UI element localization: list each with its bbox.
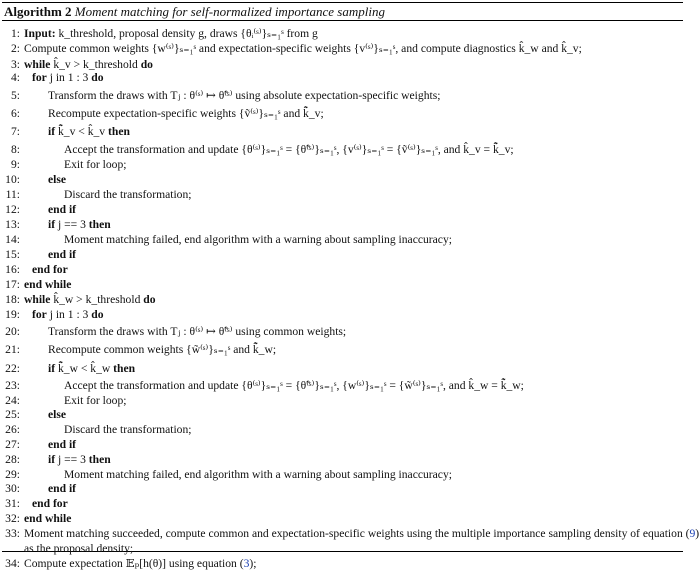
line-number: 25:	[5, 408, 20, 422]
line-text: Transform the draws with Tⱼ : θ⁽ˢ⁾ ↦ θ̃⁽ˢ⁾ using common weights;	[48, 324, 347, 338]
algorithm-line	[2, 89, 440, 103]
line-number: 11:	[5, 187, 20, 201]
keyword: then	[88, 217, 111, 231]
line-text: k_threshold, proposal density g, draws {θᵢ⁽ˢ⁾}ₛ₌₁ˢ from g	[55, 26, 318, 40]
keyword: for	[32, 71, 47, 85]
line-text: Recompute expectation-specific weights {ṽ⁽ˢ⁾}ₛ₌₁ˢ and k̃̂_v;	[48, 107, 324, 121]
line-text: )	[695, 527, 699, 541]
line-body	[48, 325, 346, 338]
line-number: 2:	[10, 42, 20, 56]
keyword: do	[143, 292, 156, 306]
line-body	[64, 188, 192, 201]
line-number: 26:	[5, 422, 20, 436]
line-body	[24, 27, 318, 40]
line-body	[48, 173, 66, 186]
line-number: 5:	[10, 88, 20, 102]
line-body	[32, 71, 104, 84]
algorithm-line	[2, 143, 514, 157]
line-text: k̃̂_w < k̂_w	[55, 361, 114, 375]
line-text: k̂_w > k_threshold	[50, 292, 144, 306]
line-body	[48, 362, 135, 375]
line-number: 13:	[5, 217, 20, 231]
algorithm-line	[2, 438, 76, 452]
line-body	[64, 143, 514, 156]
algorithm-line	[2, 497, 68, 511]
algorithm-line	[2, 325, 346, 339]
line-number: 21:	[5, 343, 20, 357]
line-number: 18:	[5, 292, 20, 306]
line-number: 3:	[10, 57, 20, 71]
line-body	[24, 278, 71, 291]
keyword: if	[48, 125, 56, 139]
line-body	[48, 438, 76, 451]
algorithm-line	[2, 218, 111, 232]
keyword: do	[91, 71, 104, 85]
line-number: 1:	[10, 26, 20, 40]
line-text: j == 3	[55, 453, 89, 467]
line-body	[64, 233, 452, 246]
line-body	[48, 343, 276, 356]
line-body	[48, 218, 111, 231]
line-body	[24, 293, 156, 306]
algorithm-header	[2, 3, 683, 21]
algorithm-line	[2, 423, 192, 437]
line-number: 14:	[5, 233, 20, 247]
line-body	[24, 512, 71, 525]
algorithm-line	[2, 468, 452, 482]
keyword: end if	[48, 482, 77, 496]
keyword: Input:	[24, 26, 56, 40]
equation-reference: 9	[689, 527, 696, 541]
algorithm-line	[2, 557, 257, 571]
line-number: 30:	[5, 482, 20, 496]
keyword: end for	[32, 496, 68, 510]
algorithm-title: Moment matching for self-normalized importance sampling	[74, 4, 385, 19]
keyword: end if	[48, 438, 77, 452]
keyword: end for	[32, 262, 68, 276]
equation-reference: 3	[243, 557, 250, 571]
keyword: if	[48, 361, 56, 375]
line-number: 24:	[5, 393, 20, 407]
line-body	[64, 379, 524, 392]
line-body	[24, 542, 133, 555]
keyword: else	[48, 173, 67, 187]
algorithm-line	[2, 362, 135, 376]
algorithm-line	[2, 173, 66, 187]
line-body	[48, 107, 324, 120]
line-number: 6:	[10, 107, 20, 121]
line-number: 29:	[5, 467, 20, 481]
algorithm-line	[2, 263, 68, 277]
keyword: then	[108, 125, 130, 139]
line-number: 34:	[5, 557, 20, 571]
line-text: Recompute common weights {w̃⁽ˢ⁾}ₛ₌₁ˢ and k̃̂_w;	[48, 343, 277, 357]
line-text: Moment matching failed, end algorithm with a warning about sampling inaccuracy;	[64, 467, 452, 481]
line-number: 23:	[5, 378, 20, 392]
line-number: 27:	[5, 438, 20, 452]
algorithm-line	[2, 482, 76, 496]
line-body	[64, 423, 192, 436]
algorithm-line	[2, 58, 153, 72]
algorithm-line	[2, 248, 76, 262]
line-number: 22:	[5, 361, 20, 375]
keyword: do	[91, 307, 104, 321]
keyword: end while	[24, 278, 72, 292]
keyword: do	[140, 57, 153, 71]
line-body	[32, 497, 68, 510]
line-text: Exit for loop;	[64, 158, 127, 172]
keyword: then	[113, 361, 136, 375]
algorithm-line	[2, 542, 133, 556]
line-number: 9:	[10, 158, 20, 172]
line-number: 33:	[5, 527, 20, 541]
line-body	[48, 203, 76, 216]
algorithm-line	[2, 512, 71, 526]
algorithm-line	[2, 125, 130, 139]
keyword: then	[88, 453, 111, 467]
line-number: 10:	[5, 173, 20, 187]
line-number: 16:	[5, 262, 20, 276]
line-number: 15:	[5, 248, 20, 262]
algorithm-line	[2, 453, 111, 467]
line-text: k̃̂_v < k̂_v	[55, 125, 109, 139]
line-text: Transform the draws with Tⱼ : θ⁽ˢ⁾ ↦ θ̃⁽ˢ⁾ using absolute expectation-specific weights;	[48, 88, 441, 102]
line-body	[48, 125, 130, 138]
line-body	[48, 89, 440, 102]
line-text: Moment matching failed, end algorithm with a warning about sampling inaccuracy;	[64, 233, 452, 247]
line-number: 4:	[10, 71, 20, 85]
line-number: 20:	[5, 324, 20, 338]
keyword: if	[48, 453, 56, 467]
algorithm-line	[2, 343, 276, 357]
line-text: k̂_v > k_threshold	[50, 57, 141, 71]
line-text: Compute expectation 𝔼ₚ[h(θ)] using equation (	[24, 557, 244, 571]
line-body	[32, 308, 104, 321]
keyword: if	[48, 217, 56, 231]
line-text: Discard the transformation;	[64, 187, 192, 201]
line-number: 8:	[10, 142, 20, 156]
keyword: end if	[48, 203, 77, 217]
keyword: while	[24, 292, 51, 306]
line-body	[24, 557, 257, 570]
line-body	[24, 58, 153, 71]
line-number: 12:	[5, 203, 20, 217]
algorithm-line	[2, 233, 452, 247]
algorithm-line	[2, 158, 126, 172]
keyword: while	[24, 57, 51, 71]
algorithm-line	[2, 379, 524, 393]
line-text: Accept the transformation and update {θ⁽ˢ⁾}ₛ₌₁ˢ = {θ̃⁽ˢ⁾}ₛ₌₁ˢ, {w⁽ˢ⁾}ₛ₌₁ˢ = {w̃⁽ˢ⁾}ₛ₌₁ˢ, and k̂_w = k̃̂_w;	[64, 378, 524, 392]
line-body	[48, 408, 66, 421]
line-body	[64, 158, 126, 171]
line-body	[48, 482, 76, 495]
line-text: Moment matching succeeded, compute common and expectation-specific weights using the multiple importance sampling density of equation (	[24, 527, 690, 541]
line-body	[64, 394, 126, 407]
line-body	[64, 468, 452, 481]
algorithm-line	[2, 278, 71, 292]
line-text: );	[249, 557, 257, 571]
keyword: for	[32, 307, 47, 321]
line-text: j == 3	[55, 217, 89, 231]
algorithm-line	[2, 408, 66, 422]
algorithm-label: Algorithm 2	[4, 4, 72, 19]
line-body	[48, 248, 76, 261]
line-number: 19:	[5, 307, 20, 321]
keyword: else	[48, 408, 67, 422]
line-text: as the proposal density;	[24, 541, 134, 555]
algorithm-line	[2, 527, 699, 541]
algorithm-line	[2, 71, 104, 85]
line-number: 28:	[5, 453, 20, 467]
algorithm-line	[2, 42, 582, 56]
line-text: Exit for loop;	[64, 393, 127, 407]
line-body	[24, 42, 582, 55]
line-text: Accept the transformation and update {θ⁽ˢ⁾}ₛ₌₁ˢ = {θ̃⁽ˢ⁾}ₛ₌₁ˢ, {v⁽ˢ⁾}ₛ₌₁ˢ = {ṽ⁽ˢ⁾}ₛ₌₁ˢ, and k̂_v = k̃̂_v;	[64, 142, 514, 156]
line-body	[48, 453, 111, 466]
keyword: end if	[48, 248, 77, 262]
line-text: Compute common weights {w⁽ˢ⁾}ₛ₌₁ˢ and expectation-specific weights {v⁽ˢ⁾}ₛ₌₁ˢ, and compute diagnostics k̂_w and k̂_v;	[24, 42, 582, 56]
line-number: 7:	[10, 125, 20, 139]
algorithm-line	[2, 394, 126, 408]
keyword: end while	[24, 511, 72, 525]
line-text: j in 1 : 3	[46, 307, 92, 321]
algorithm-line	[2, 107, 324, 121]
line-body	[32, 263, 68, 276]
algorithm-line	[2, 308, 104, 322]
algorithm-line	[2, 27, 318, 41]
algorithm-line	[2, 188, 192, 202]
line-body	[24, 527, 699, 540]
line-text: Discard the transformation;	[64, 422, 192, 436]
algorithm-line	[2, 293, 156, 307]
line-number: 31:	[5, 496, 20, 510]
line-text: j in 1 : 3	[46, 71, 92, 85]
algorithm-box	[2, 2, 699, 571]
algorithm-line	[2, 203, 76, 217]
line-number: 32:	[5, 511, 20, 525]
line-number: 17:	[5, 278, 20, 292]
